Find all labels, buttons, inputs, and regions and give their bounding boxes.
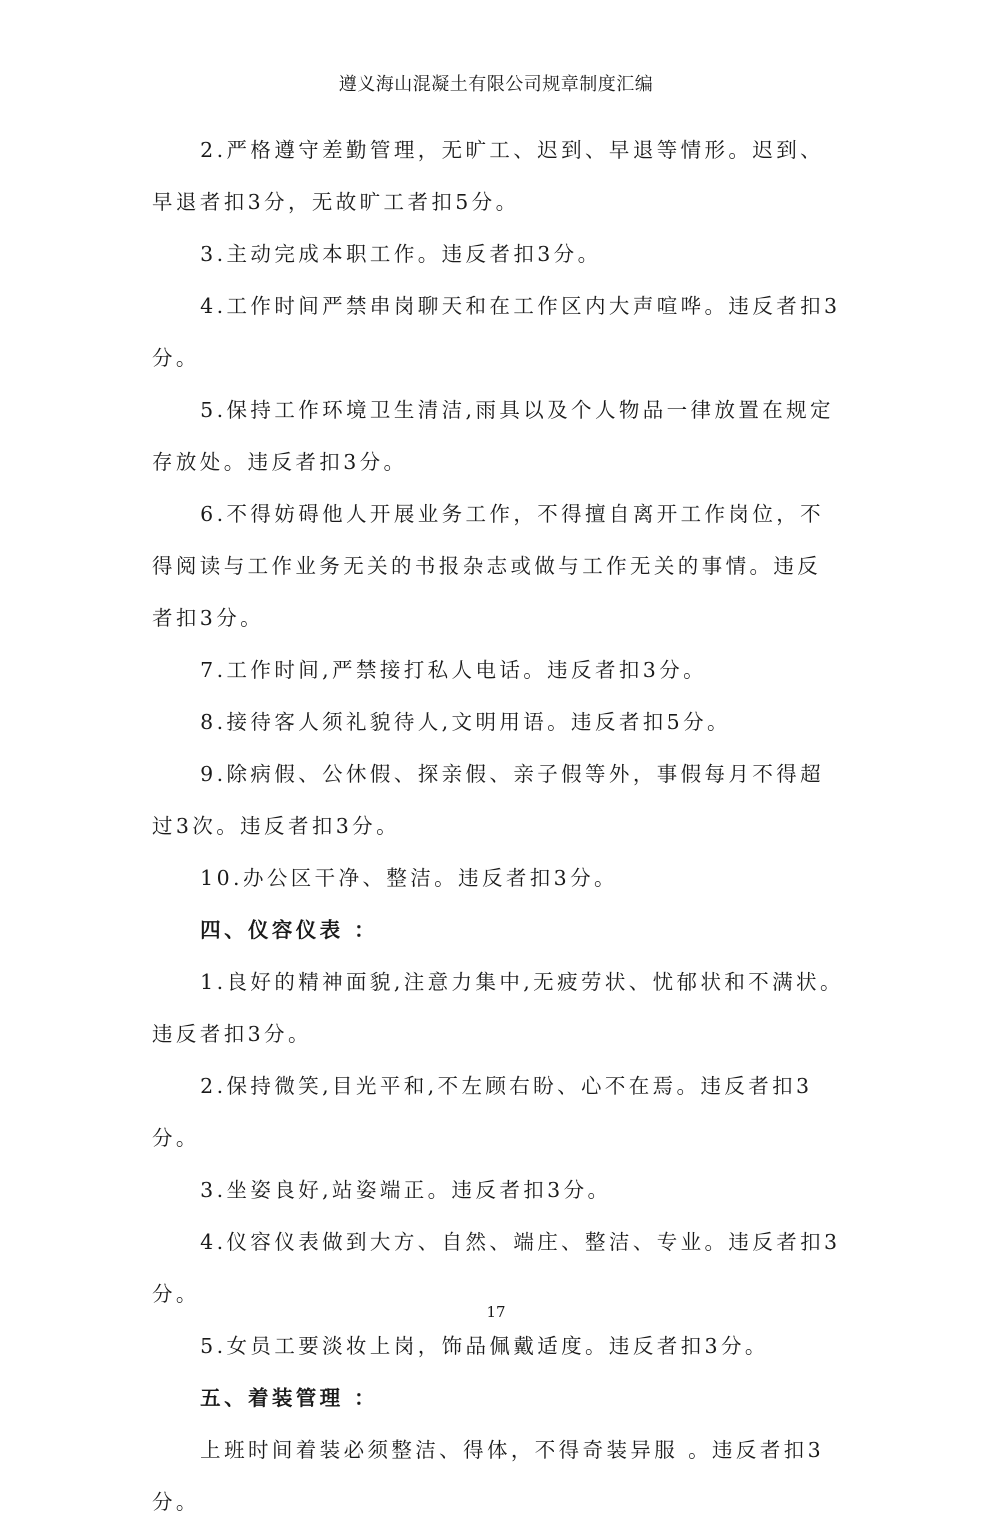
section-heading: 五、着装管理 ： — [200, 1386, 379, 1410]
paragraph: 5.女员工要淡妆上岗，饰品佩戴适度。违反者扣3分。 — [200, 1334, 769, 1358]
paragraph: 9.除病假、公休假、探亲假、亲子假等外，事假每月不得超过3次。违反者扣3分。 — [152, 762, 825, 838]
section-heading: 四、仪容仪表 ： — [200, 918, 379, 942]
paragraph: 10.办公区干净、整洁。违反者扣3分。 — [200, 866, 618, 890]
paragraph: 8.接待客人须礼貌待人,文明用语。违反者扣5分。 — [200, 710, 731, 734]
paragraph: 上班时间着装必须整洁、得体，不得奇装异服 。违反者扣3分。 — [152, 1438, 825, 1514]
paragraph: 4.工作时间严禁串岗聊天和在工作区内大声喧哗。违反者扣3分。 — [152, 294, 841, 370]
paragraph: 6.不得妨碍他人开展业务工作，不得擅自离开工作岗位，不得阅读与工作业务无关的书报杂志或做与工作无关的事情。违反者扣3分。 — [152, 502, 825, 630]
paragraph: 7.工作时间,严禁接打私人电话。违反者扣3分。 — [200, 658, 707, 682]
header-divider — [150, 104, 842, 105]
paragraph: 2.保持微笑,目光平和,不左顾右盼、心不在焉。违反者扣3分。 — [152, 1074, 813, 1150]
page-number: 17 — [486, 1303, 506, 1321]
paragraph: 1.良好的精神面貌,注意力集中,无疲劳状、忧郁状和不满状。违反者扣3分。 — [152, 970, 844, 1046]
page-header: 遵义海山混凝土有限公司规章制度汇编 — [338, 74, 654, 95]
paragraph: 4.仪容仪表做到大方、自然、端庄、整洁、专业。违反者扣3分。 — [152, 1230, 841, 1306]
paragraph: 5.保持工作环境卫生清洁,雨具以及个人物品一律放置在规定存放处。违反者扣3分。 — [152, 398, 834, 474]
paragraph: 2.严格遵守差勤管理，无旷工、迟到、早退等情形。迟到、早退者扣3分，无故旷工者扣5分。 — [152, 138, 825, 214]
paragraph: 3.坐姿良好,站姿端正。违反者扣3分。 — [200, 1178, 612, 1202]
paragraph: 3.主动完成本职工作。违反者扣3分。 — [200, 242, 602, 266]
